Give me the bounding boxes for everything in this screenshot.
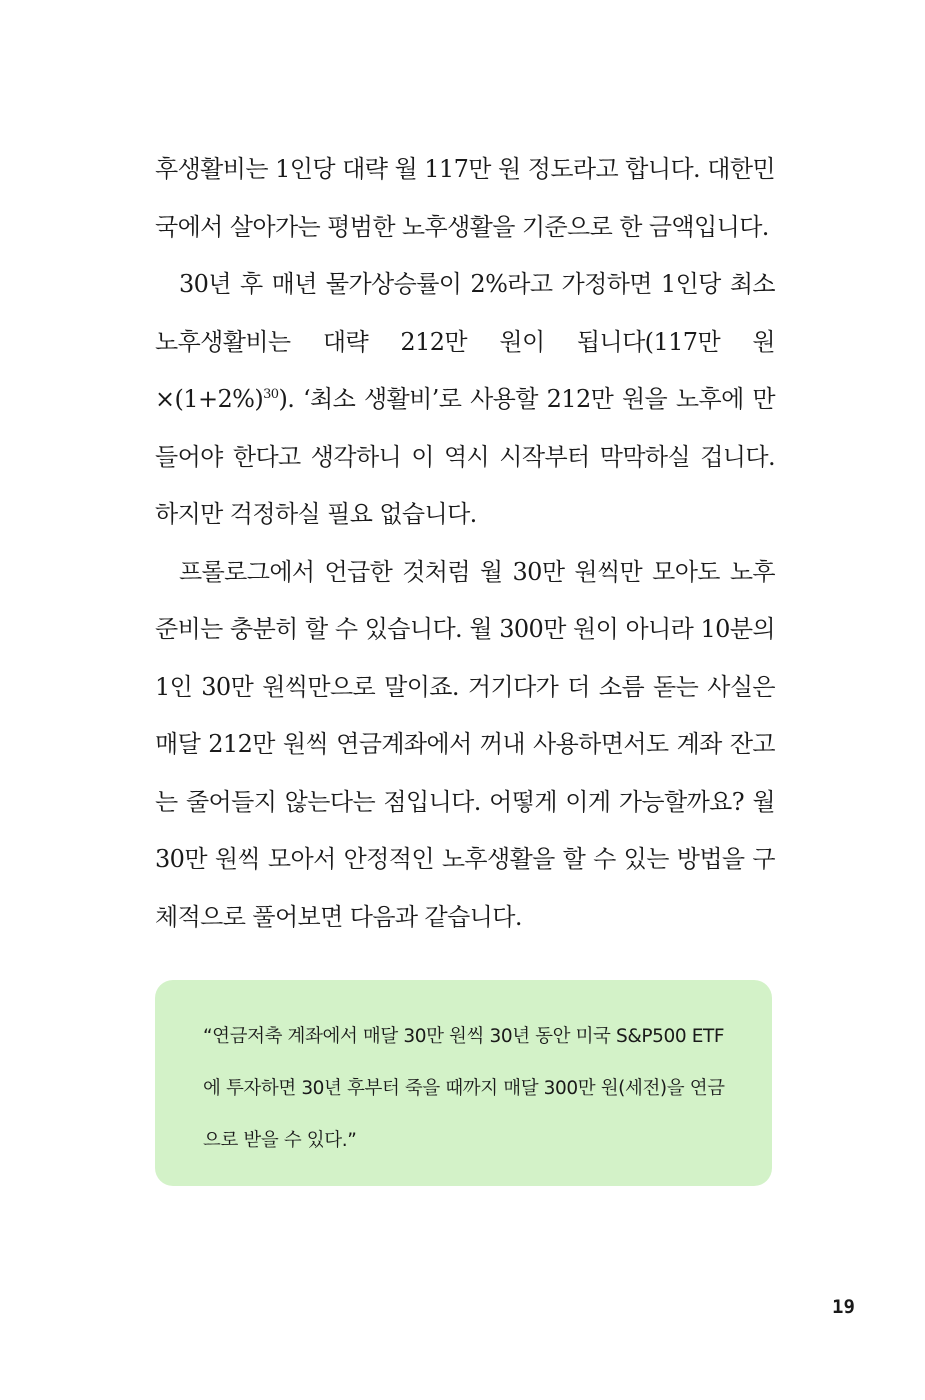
paragraph-1-text: 후생활비는 1인당 대략 월 117만 원 정도라고 합니다. 대한민국에서 살아가는 평범한 노후생활을 기준으로 한 금액입니다. [155, 155, 775, 241]
page-number: 19 [832, 1296, 855, 1318]
quote-text: “연금저축 계좌에서 매달 30만 원씩 30년 동안 미국 S&P500 ETF에 투자하면 30년 후부터 죽을 때까지 매달 300만 원(세전)을 연금으로 받을 수 있다.” [203, 1026, 725, 1151]
paragraph-2-text-a: 30년 후 매년 물가상승률이 2%라고 가정하면 1인당 최소 노후생활비는 대략 212만 원이 됩니다(117만 원×(1+2%) [155, 270, 775, 413]
paragraph-3-text: 프롤로그에서 언급한 것처럼 월 30만 원씩만 모아도 노후 준비는 충분히 할 수 있습니다. 월 300만 원이 아니라 10분의 1인 30만 원씩만으로 말이죠. 거기다가 더 소름 돋는 사실은 매달 212만 원씩 연금계좌에서 꺼내 사용하면서도 계좌 잔고는 줄어들지 않는다는 점입니다. 어떻게 이게 가능할까요? 월 30만 원씩 모아서 안정적인 노후생활을 할 수 있는 방법을 구체적으로 풀어보면 다음과 같습니다. [155, 557, 775, 931]
quote-callout-box [155, 980, 772, 1186]
paragraph-2-text-b: ). ‘최소 생활비’로 사용할 212만 원을 노후에 만들어야 한다고 생각하니 이 역시 시작부터 막막하실 겁니다. 하지만 걱정하실 필요 없습니다. [155, 385, 775, 528]
paragraph-2 [155, 256, 775, 544]
paragraph-3 [155, 544, 775, 947]
exponent-superscript: 30 [263, 387, 279, 402]
body-text [155, 141, 775, 946]
paragraph-1 [155, 141, 775, 256]
